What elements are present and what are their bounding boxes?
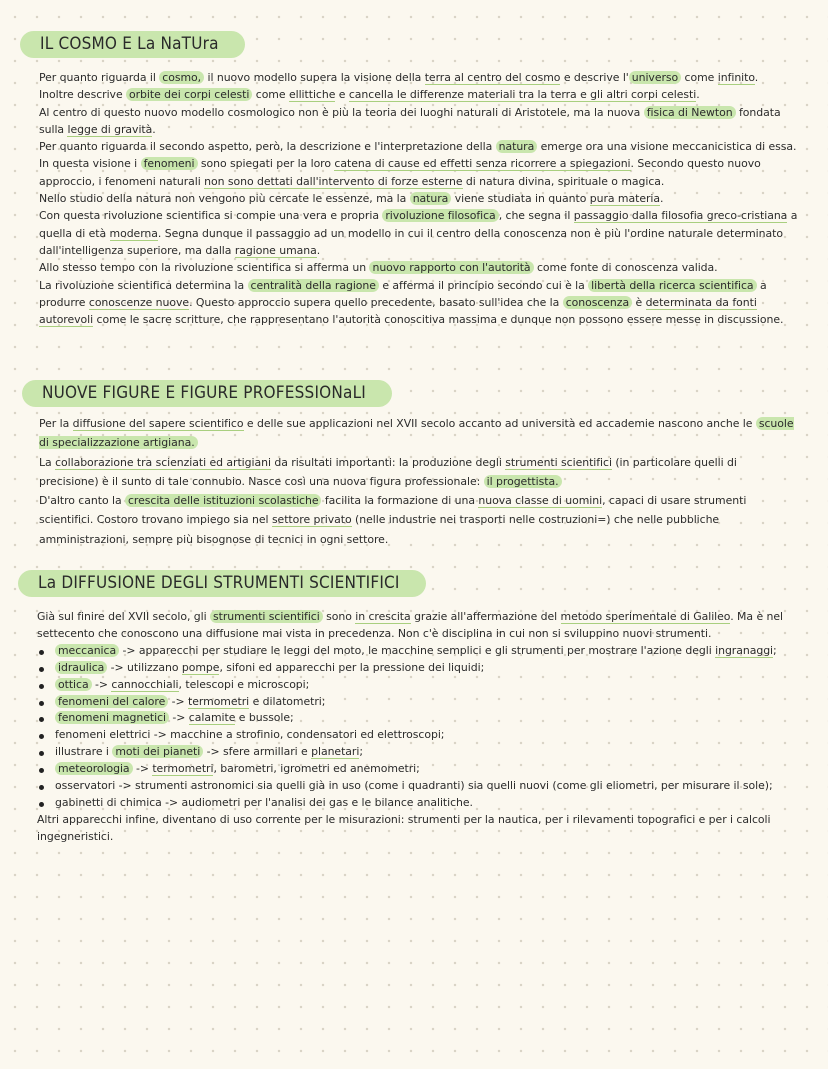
paragraph: Allo stesso tempo con la rivoluzione scientifica si afferma un nuovo rapporto con l'autorità come fonte di conoscenza valida. (39, 261, 718, 275)
highlight: crescita delle istituzioni scolastiche (125, 494, 322, 507)
paragraph: Per la diffusione del sapere scientifico e delle sue applicazioni nel XVII secolo accanto ad università ed accademie nascono anche le scuole di specializzazione artigiana. (39, 417, 794, 450)
underline: conoscenze nuove (88, 295, 190, 309)
paragraph: Con questa rivoluzione scientifica si compie una vera e propria rivoluzione filosofica , che segna il passaggio dalla filosofia greco-cristiana a quella di età moderna. Segna dunque il passaggio ad un modello in cui il centro della conoscenza non è più l'ordine naturale determinato dall'intelligenza superiore, ma dalla ragione umana. (39, 209, 798, 257)
underline: settore privato (271, 513, 352, 527)
highlight: universo (629, 71, 681, 84)
list-item: fenomeni del calore -> termometri e dilatometri; (37, 694, 807, 711)
underline: metodo sperimentale di Galileo (560, 610, 731, 623)
underline: diffusione del sapere scientifico (72, 417, 244, 430)
underline: in crescita (355, 610, 411, 623)
underline: moderna (109, 226, 158, 240)
paragraph: Già sul finire del XVII secolo, gli strumenti scientifici sono in crescita grazie all'affermazione del metodo sperimentale di Galileo. Ma è nel settecento che conoscono una diffusione mai vista in precedenza. Non c'è disciplina in cui non si sviluppino nuovi strumenti. (37, 610, 783, 640)
underline: ellittiche (288, 88, 336, 102)
highlight: fenomeni (141, 157, 198, 170)
list-item: ottica -> cannocchiali, telescopi e microscopi; (37, 677, 807, 694)
highlight: meteorologia (55, 762, 133, 775)
underline: non sono dettati dall'intervento di forze esterne (204, 174, 463, 188)
underline: nuova classe di uomini (478, 494, 603, 508)
paragraph: Inoltre descrive orbite dei corpi celesti come ellittiche e cancella le differenze materiali tra la terra e gli altri corpi celesti. (39, 88, 700, 102)
highlight: meccanica (55, 644, 119, 657)
list-item: illustrare i moti dei pianeti -> sfere armillari e planetari; (37, 744, 807, 761)
paragraph: Per quanto riguarda il secondo aspetto, però, la descrizione e l'interpretazione della natura emerge ora una visione meccanicistica di essa. In questa visione i fenomeni sono spiegati per la loro catena di cause ed effetti senza ricorrere a spiegazioni. Secondo questo nuovo approccio, i fenomeni naturali non sono dettati dall'intervento di forze esterne di natura divina, spirituale o magica. (39, 140, 797, 188)
paragraph: Altri apparecchi infine, diventano di uso corrente per le misurazioni: strumenti per la nautica, per i rilevamenti topografici e per i calcoli ingegneristici. (37, 812, 771, 843)
highlight: moti dei pianeti (112, 745, 203, 758)
highlight: nuovo rapporto con l'autorità (369, 261, 533, 274)
highlight: cosmo, (159, 71, 204, 84)
underline: ragione umana (234, 243, 317, 257)
underline: cannocchiali (111, 677, 179, 691)
highlight: orbite dei corpi celesti (126, 88, 252, 101)
underline: pompe (181, 660, 220, 674)
highlight: rivoluzione filosofica (382, 209, 498, 222)
underline: collaborazione tra scienziati ed artigiani (55, 455, 271, 469)
highlight: libertà della ricerca scientifica (588, 279, 756, 292)
section-heading-cosmo: IL COSMO E La NaTUra (20, 31, 245, 58)
section-body-strumenti-scientifici (37, 609, 807, 846)
underline: terra al centro del cosmo (424, 71, 561, 84)
highlight: centralità della ragione (248, 279, 379, 292)
underline: legge di gravità (67, 122, 153, 136)
section-body-figure-professionali (39, 414, 799, 549)
paragraph: Al centro di questo nuovo modello cosmologico non è più la teoria dei luoghi naturali di Aristotele, ma la nuova fisica di Newton fondata sulla legge di gravità. (39, 105, 781, 136)
highlight: il progettista. (484, 475, 562, 488)
highlight: fisica di Newton (644, 106, 736, 119)
highlight: natura (410, 192, 452, 205)
highlight: fenomeni del calore (55, 695, 168, 708)
paragraph: D'altro canto la crescita delle istituzioni scolastiche facilita la formazione di una nuova classe di uomini, capaci di usare strumenti scientifici. Costoro trovano impiego sia nel settore privato (nelle industrie nei trasporti nelle costruzioni=) che nelle pubbliche amministrazioni, sempre più bisognose di tecnici in ogni settore. (39, 494, 747, 546)
list-item: osservatori -> strumenti astronomici sia quelli già in uso (come i quadranti) sia quelli nuovi (come gli eliometri, per misurare il sole); (37, 778, 807, 795)
underline: determinata da fonti autorevoli (39, 295, 757, 327)
highlight: natura (496, 140, 538, 153)
list-item: meccanica -> apparecchi per studiare le leggi del moto, le macchine semplici e gli strumenti per mostrare l'azione degli ingranaggi; (37, 643, 807, 660)
underline: planetari (311, 745, 360, 759)
highlight: scuole di specializzazione artigiana. (39, 417, 794, 450)
paragraph: La collaborazione tra scienziati ed artigiani da risultati importanti: la produzione degli strumenti scientifici (in particolare quelli di precisione) è il sunto di tale connubio. Nasce così una nuova figura professionale: il progettista. (39, 455, 737, 488)
underline: termometri (152, 762, 214, 776)
paragraph: Per quanto riguarda il cosmo, il nuovo modello supera la visione della terra al centro del cosmo e descrive l' universo come infinito. (39, 71, 759, 84)
section-heading-strumenti-scientifici: La DIFFUSIONE DEGLI STRUMENTI SCIENTIFICI (18, 570, 426, 597)
section-heading-figure-professionali: NUOVE FIGURE E FIGURE PROFESSIONaLI (22, 380, 392, 407)
highlight: fenomeni magnetici (55, 711, 169, 724)
list-item: idraulica -> utilizzano pompe, sifoni ed apparecchi per la pressione dei liquidi; (37, 660, 807, 677)
paragraph: Nello studio della natura non vengono più cercate le essenze, ma la natura viene studiata in quanto pura materia. (39, 192, 664, 206)
highlight: conoscenza (563, 296, 632, 309)
underline: strumenti scientifici (505, 455, 612, 469)
highlight: strumenti scientifici (210, 610, 323, 623)
underline: calamite (188, 711, 236, 725)
section-body-cosmo (39, 69, 799, 328)
underline: pura materia (589, 192, 661, 206)
underline: passaggio dalla filosofia greco-cristiana (573, 209, 788, 223)
underline: termometri (188, 694, 250, 708)
list-item: gabinetti di chimica -> audiometri per l'analisi dei gas e le bilance analitiche. (37, 795, 807, 812)
list-item: meteorologia -> termometri, barometri, igrometri ed anemometri; (37, 761, 807, 778)
list-item: fenomeni elettrici -> macchine a strofinio, condensatori ed elettroscopi; (37, 727, 807, 744)
highlight: ottica (55, 678, 92, 691)
instrument-list (37, 643, 807, 812)
underline: cancella le differenze materiali tra la terra e gli altri corpi celesti (348, 88, 697, 102)
list-item: fenomeni magnetici -> calamite e bussole; (37, 710, 807, 727)
underline: infinito (717, 71, 755, 84)
paragraph: La rivoluzione scientifica determina la centralità della ragione e afferma il principio secondo cui è la libertà della ricerca scientifica a produrre conoscenze nuove. Questo approccio supera quello precedente, basato sull'idea che la conoscenza è determinata da fonti autorevoli come le sacre scritture, che rappresentano l'autorità conoscitiva massima e dunque non possono essere messe in discussione. (39, 278, 784, 327)
underline: ingranaggi (715, 643, 774, 657)
underline: catena di cause ed effetti senza ricorrere a spiegazioni (334, 157, 631, 171)
highlight: idraulica (55, 661, 107, 674)
